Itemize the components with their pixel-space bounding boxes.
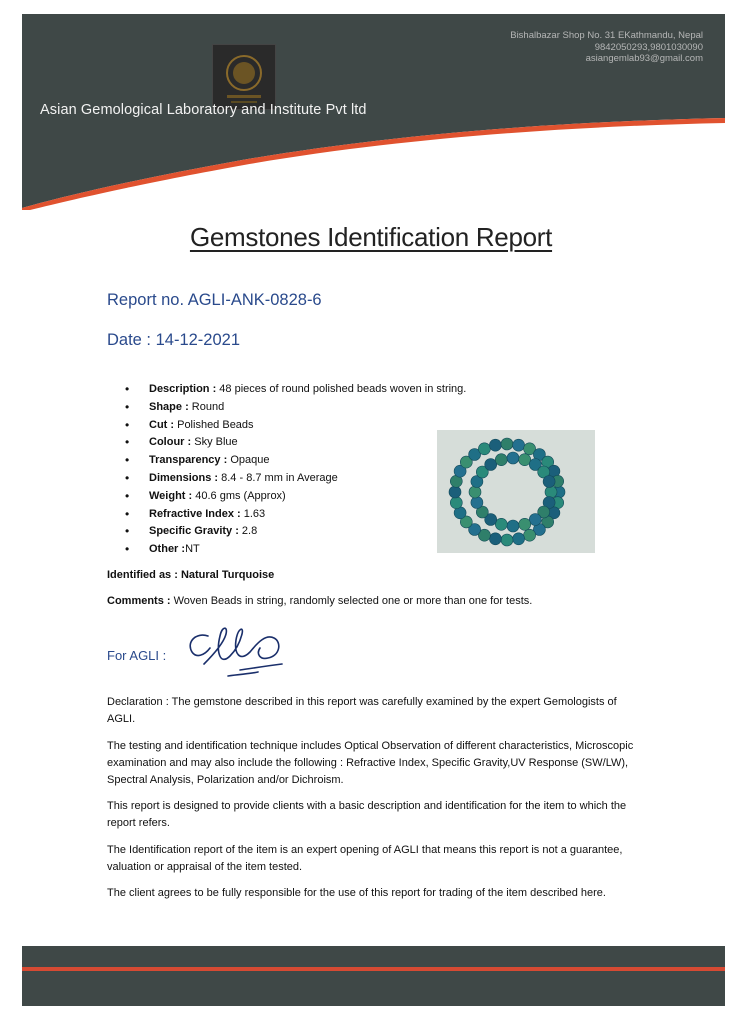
bead xyxy=(513,439,525,451)
lab-address: Bishalbazar Shop No. 31 EKathmandu, Nepal xyxy=(510,30,703,41)
for-agli-label: For AGLI : xyxy=(107,648,167,663)
comments: Comments : Woven Beads in string, randomly selected one or more than one for tests. xyxy=(107,595,533,607)
bead xyxy=(507,452,519,464)
bead xyxy=(545,486,557,498)
list-item: • Colour : Sky Blue xyxy=(125,434,466,452)
declaration-paragraph: Declaration : The gemstone described in this report was carefully examined by the expert Gemologists of AGLI. xyxy=(107,696,617,725)
list-item: • Cut : Polished Beads xyxy=(125,417,466,435)
signature xyxy=(170,612,310,692)
lab-contact-info xyxy=(510,30,703,65)
list-item: • Specific Gravity : 2.8 xyxy=(125,523,466,541)
bead xyxy=(471,497,483,509)
bead xyxy=(501,534,513,546)
bead xyxy=(450,497,462,509)
footer-stripe xyxy=(22,967,725,971)
list-item: • Dimensions : 8.4 - 8.7 mm in Average xyxy=(125,470,466,488)
bead xyxy=(489,533,501,545)
list-item: • Weight : 40.6 gms (Approx) xyxy=(125,488,466,506)
bead xyxy=(507,520,519,532)
testing-paragraph: The testing and identification technique includes Optical Observation of different characteristics, Microscopic examination and may also include the following : Refractive Index, Specific Gravity,UV Response (SW/LW), Spectral Analysis, Polarization and/or Dichroism. xyxy=(107,740,634,786)
footer-band xyxy=(22,946,725,1006)
bead xyxy=(495,518,507,530)
list-item: • Refractive Index : 1.63 xyxy=(125,506,466,524)
bead xyxy=(519,454,531,466)
list-item: • Shape : Round xyxy=(125,399,466,417)
letterhead xyxy=(22,14,725,210)
purpose-paragraph: This report is designed to provide clients with a basic description and identification for the item to which the report refers. xyxy=(107,800,627,829)
bead xyxy=(485,459,497,471)
bead xyxy=(524,529,536,541)
list-item: • Other :NT xyxy=(125,541,466,559)
bead xyxy=(529,514,541,526)
lab-logo-emblem xyxy=(212,44,276,110)
bead xyxy=(495,454,507,466)
opinion-paragraph: The Identification report of the item is an expert opening of AGLI that means this report is not a guarantee, valuation or appraisal of the item tested. xyxy=(107,844,623,873)
report-number: Report no. AGLI-ANK-0828-6 xyxy=(107,291,322,309)
lab-phone: 9842050293,9801030090 xyxy=(594,41,703,53)
bead xyxy=(469,486,481,498)
turquoise-beads-image xyxy=(437,430,595,553)
bead xyxy=(501,438,513,450)
bead xyxy=(543,476,555,488)
report-date: Date : 14-12-2021 xyxy=(107,331,241,349)
list-item: • Description : 48 pieces of round polished beads woven in string. xyxy=(125,381,466,399)
identified-as: Identified as : Natural Turquoise xyxy=(107,569,275,581)
bead xyxy=(519,518,531,530)
report-title: Gemstones Identification Report xyxy=(189,222,553,252)
bead xyxy=(489,439,501,451)
lab-email: asiangemlab93@gmail.com xyxy=(585,53,703,64)
gemstone-photo xyxy=(437,430,595,553)
lab-name: Asian Gemological Laboratory and Institute Pvt ltd xyxy=(40,102,367,118)
bead xyxy=(513,533,525,545)
responsibility-paragraph: The client agrees to be fully responsible for the use of this report for trading of the item described here. xyxy=(107,887,606,899)
bead xyxy=(449,486,461,498)
list-item: • Transparency : Opaque xyxy=(125,452,466,470)
bead xyxy=(478,443,490,455)
gem-properties-list xyxy=(125,381,466,559)
